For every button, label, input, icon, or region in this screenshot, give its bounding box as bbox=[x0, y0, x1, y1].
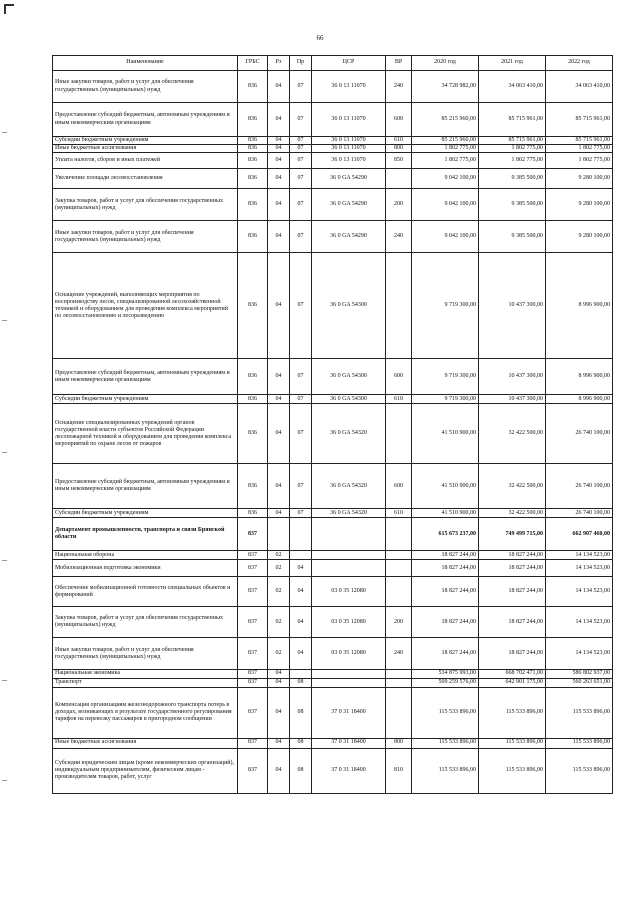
vr-cell bbox=[386, 560, 412, 577]
rz-cell: 04 bbox=[268, 153, 290, 169]
pr-cell: 07 bbox=[290, 221, 312, 253]
value-2020-cell: 41 510 900,00 bbox=[412, 464, 479, 509]
grbs-cell: 836 bbox=[238, 509, 268, 518]
value-2021-cell: 18 827 244,00 bbox=[479, 638, 546, 670]
name-cell: Департамент промышленности, транспорта и связи Брянской области bbox=[53, 518, 238, 551]
grbs-cell: 837 bbox=[238, 518, 268, 551]
value-2022-cell: 26 740 100,00 bbox=[546, 509, 613, 518]
grbs-cell: 836 bbox=[238, 145, 268, 153]
grbs-cell: 836 bbox=[238, 103, 268, 137]
table-body bbox=[53, 71, 613, 794]
rz-cell: 04 bbox=[268, 670, 290, 678]
grbs-cell: 837 bbox=[238, 577, 268, 607]
name-cell: Уплата налогов, сборов и иных платежей bbox=[53, 153, 238, 169]
table-row bbox=[53, 607, 613, 638]
rz-cell: 02 bbox=[268, 560, 290, 577]
csr-cell: 36 0 13 11070 bbox=[312, 137, 386, 145]
col-header-name: Наименование bbox=[53, 56, 238, 71]
value-2021-cell: 10 437 300,00 bbox=[479, 253, 546, 359]
vr-cell: 240 bbox=[386, 638, 412, 670]
grbs-cell: 837 bbox=[238, 678, 268, 687]
name-cell: Субсидии бюджетным учреждениям bbox=[53, 395, 238, 404]
table-row bbox=[53, 560, 613, 577]
value-2021-cell: 18 827 244,00 bbox=[479, 577, 546, 607]
table-row bbox=[53, 404, 613, 464]
table-row bbox=[53, 738, 613, 748]
vr-cell bbox=[386, 404, 412, 464]
grbs-cell: 836 bbox=[238, 464, 268, 509]
value-2022-cell: 1 802 775,00 bbox=[546, 153, 613, 169]
name-cell: Иные бюджетные ассигнования bbox=[53, 145, 238, 153]
value-2021-cell: 10 437 300,00 bbox=[479, 359, 546, 395]
col-header-vr: ВР bbox=[386, 56, 412, 71]
pr-cell: 07 bbox=[290, 169, 312, 189]
pr-cell: 07 bbox=[290, 153, 312, 169]
table-row bbox=[53, 577, 613, 607]
table-row bbox=[53, 359, 613, 395]
col-header-csr: ЦСР bbox=[312, 56, 386, 71]
table-row bbox=[53, 153, 613, 169]
col-header-grbs: ГРБС bbox=[238, 56, 268, 71]
table-row bbox=[53, 71, 613, 103]
value-2020-cell: 41 510 900,00 bbox=[412, 404, 479, 464]
vr-cell: 810 bbox=[386, 748, 412, 793]
csr-cell: 36 0 GA 54290 bbox=[312, 221, 386, 253]
value-2020-cell: 9 042 100,00 bbox=[412, 221, 479, 253]
value-2020-cell: 615 673 237,00 bbox=[412, 518, 479, 551]
value-2022-cell: 85 715 961,00 bbox=[546, 103, 613, 137]
value-2022-cell: 8 996 900,00 bbox=[546, 253, 613, 359]
name-cell: Предоставление субсидий бюджетным, автономным учреждениям и иным некоммерческим организациям bbox=[53, 359, 238, 395]
pr-cell: 04 bbox=[290, 577, 312, 607]
value-2021-cell: 34 063 410,00 bbox=[479, 71, 546, 103]
value-2021-cell: 32 422 500,00 bbox=[479, 509, 546, 518]
table-row bbox=[53, 103, 613, 137]
value-2021-cell: 115 533 896,00 bbox=[479, 738, 546, 748]
value-2020-cell: 9 042 100,00 bbox=[412, 189, 479, 221]
table-row bbox=[53, 551, 613, 560]
value-2022-cell: 560 263 651,00 bbox=[546, 678, 613, 687]
value-2022-cell: 14 134 523,00 bbox=[546, 607, 613, 638]
value-2022-cell: 115 533 896,00 bbox=[546, 748, 613, 793]
vr-cell bbox=[386, 169, 412, 189]
value-2021-cell: 18 827 244,00 bbox=[479, 551, 546, 560]
value-2020-cell: 34 728 982,00 bbox=[412, 71, 479, 103]
pr-cell: 07 bbox=[290, 145, 312, 153]
csr-cell: 36 0 GA 54320 bbox=[312, 404, 386, 464]
value-2022-cell: 14 134 523,00 bbox=[546, 551, 613, 560]
csr-cell: 37 0 31 18400 bbox=[312, 748, 386, 793]
grbs-cell: 837 bbox=[238, 551, 268, 560]
rz-cell: 04 bbox=[268, 71, 290, 103]
csr-cell: 36 0 GA 54290 bbox=[312, 189, 386, 221]
value-2021-cell: 18 827 244,00 bbox=[479, 607, 546, 638]
value-2020-cell: 85 215 960,00 bbox=[412, 103, 479, 137]
name-cell: Субсидии юридическим лицам (кроме некоммерческих организаций), индивидуальным предпринимателям, физическим лицам - производителям товаров, работ, услуг bbox=[53, 748, 238, 793]
table-row bbox=[53, 687, 613, 738]
pr-cell: 08 bbox=[290, 678, 312, 687]
name-cell: Обеспечение мобилизационной готовности специальных объектов и формирований bbox=[53, 577, 238, 607]
vr-cell bbox=[386, 687, 412, 738]
vr-cell: 800 bbox=[386, 738, 412, 748]
csr-cell: 36 0 GA 54300 bbox=[312, 359, 386, 395]
value-2022-cell: 85 715 961,00 bbox=[546, 137, 613, 145]
vr-cell: 600 bbox=[386, 103, 412, 137]
csr-cell: 36 0 GA 54300 bbox=[312, 253, 386, 359]
name-cell: Иные закупки товаров, работ и услуг для обеспечения государственных (муниципальных) нужд bbox=[53, 638, 238, 670]
value-2020-cell: 18 827 244,00 bbox=[412, 560, 479, 577]
grbs-cell: 836 bbox=[238, 395, 268, 404]
csr-cell: 36 0 GA 54320 bbox=[312, 464, 386, 509]
rz-cell bbox=[268, 518, 290, 551]
csr-cell bbox=[312, 518, 386, 551]
value-2022-cell: 9 280 100,00 bbox=[546, 221, 613, 253]
table-row bbox=[53, 221, 613, 253]
grbs-cell: 836 bbox=[238, 71, 268, 103]
value-2020-cell: 85 215 960,00 bbox=[412, 137, 479, 145]
rz-cell: 04 bbox=[268, 169, 290, 189]
rz-cell: 04 bbox=[268, 221, 290, 253]
value-2020-cell: 9 042 100,00 bbox=[412, 169, 479, 189]
csr-cell: 36 0 13 11070 bbox=[312, 145, 386, 153]
vr-cell bbox=[386, 551, 412, 560]
value-2021-cell: 749 499 715,00 bbox=[479, 518, 546, 551]
value-2022-cell: 26 740 100,00 bbox=[546, 404, 613, 464]
value-2021-cell: 85 715 961,00 bbox=[479, 103, 546, 137]
vr-cell: 850 bbox=[386, 153, 412, 169]
value-2020-cell: 1 802 775,00 bbox=[412, 153, 479, 169]
rz-cell: 04 bbox=[268, 253, 290, 359]
rz-cell: 02 bbox=[268, 638, 290, 670]
vr-cell: 600 bbox=[386, 359, 412, 395]
rz-cell: 04 bbox=[268, 687, 290, 738]
rz-cell: 02 bbox=[268, 551, 290, 560]
margin-marks bbox=[0, 0, 10, 905]
vr-cell: 610 bbox=[386, 509, 412, 518]
value-2020-cell: 41 510 900,00 bbox=[412, 509, 479, 518]
name-cell: Компенсация организациям железнодорожного транспорта потерь в доходах, возникающих в результате государственного регулирования тарифов на перевозку пассажиров в пригородном сообщении bbox=[53, 687, 238, 738]
csr-cell: 03 0 35 12080 bbox=[312, 607, 386, 638]
value-2020-cell: 115 533 896,00 bbox=[412, 687, 479, 738]
grbs-cell: 836 bbox=[238, 153, 268, 169]
name-cell: Закупка товаров, работ и услуг для обеспечения государственных (муниципальных) нужд bbox=[53, 189, 238, 221]
table-row bbox=[53, 137, 613, 145]
rz-cell: 04 bbox=[268, 145, 290, 153]
vr-cell: 200 bbox=[386, 607, 412, 638]
grbs-cell: 836 bbox=[238, 189, 268, 221]
name-cell: Национальная оборона bbox=[53, 551, 238, 560]
pr-cell bbox=[290, 518, 312, 551]
vr-cell: 800 bbox=[386, 145, 412, 153]
table-row bbox=[53, 169, 613, 189]
value-2021-cell: 668 702 471,00 bbox=[479, 670, 546, 678]
csr-cell: 36 0 13 11070 bbox=[312, 71, 386, 103]
rz-cell: 04 bbox=[268, 359, 290, 395]
table-row bbox=[53, 518, 613, 551]
csr-cell bbox=[312, 678, 386, 687]
table-row bbox=[53, 509, 613, 518]
value-2021-cell: 85 715 961,00 bbox=[479, 137, 546, 145]
csr-cell: 37 0 31 18400 bbox=[312, 687, 386, 738]
value-2021-cell: 642 901 175,00 bbox=[479, 678, 546, 687]
value-2020-cell: 115 533 896,00 bbox=[412, 738, 479, 748]
grbs-cell: 837 bbox=[238, 638, 268, 670]
pr-cell: 07 bbox=[290, 464, 312, 509]
value-2022-cell: 26 740 100,00 bbox=[546, 464, 613, 509]
name-cell: Иные закупки товаров, работ и услуг для обеспечения государственных (муниципальных) нужд bbox=[53, 71, 238, 103]
csr-cell: 37 0 31 18400 bbox=[312, 738, 386, 748]
value-2022-cell: 14 134 523,00 bbox=[546, 577, 613, 607]
grbs-cell: 837 bbox=[238, 560, 268, 577]
pr-cell: 07 bbox=[290, 103, 312, 137]
value-2020-cell: 9 719 300,00 bbox=[412, 395, 479, 404]
value-2021-cell: 9 385 500,00 bbox=[479, 189, 546, 221]
vr-cell bbox=[386, 518, 412, 551]
pr-cell: 08 bbox=[290, 687, 312, 738]
rz-cell: 04 bbox=[268, 678, 290, 687]
csr-cell: 36 0 GA 54290 bbox=[312, 169, 386, 189]
value-2022-cell: 1 802 775,00 bbox=[546, 145, 613, 153]
rz-cell: 04 bbox=[268, 509, 290, 518]
csr-cell: 03 0 35 12080 bbox=[312, 638, 386, 670]
value-2021-cell: 115 533 896,00 bbox=[479, 748, 546, 793]
value-2022-cell: 9 280 100,00 bbox=[546, 189, 613, 221]
value-2022-cell: 586 802 937,00 bbox=[546, 670, 613, 678]
value-2020-cell: 1 802 775,00 bbox=[412, 145, 479, 153]
name-cell: Мобилизационная подготовка экономики bbox=[53, 560, 238, 577]
pr-cell: 07 bbox=[290, 253, 312, 359]
pr-cell: 04 bbox=[290, 607, 312, 638]
grbs-cell: 837 bbox=[238, 748, 268, 793]
name-cell: Иные закупки товаров, работ и услуг для обеспечения государственных (муниципальных) нужд bbox=[53, 221, 238, 253]
rz-cell: 04 bbox=[268, 738, 290, 748]
grbs-cell: 837 bbox=[238, 738, 268, 748]
pr-cell: 07 bbox=[290, 404, 312, 464]
name-cell: Субсидии бюджетным учреждениям bbox=[53, 509, 238, 518]
csr-cell: 36 0 13 11070 bbox=[312, 153, 386, 169]
pr-cell: 07 bbox=[290, 189, 312, 221]
value-2022-cell: 662 907 460,00 bbox=[546, 518, 613, 551]
vr-cell bbox=[386, 678, 412, 687]
vr-cell: 610 bbox=[386, 395, 412, 404]
value-2021-cell: 1 802 775,00 bbox=[479, 145, 546, 153]
rz-cell: 02 bbox=[268, 607, 290, 638]
value-2020-cell: 18 827 244,00 bbox=[412, 551, 479, 560]
csr-cell: 36 0 GA 54320 bbox=[312, 509, 386, 518]
value-2021-cell: 32 422 500,00 bbox=[479, 404, 546, 464]
col-header-pr: Пр bbox=[290, 56, 312, 71]
grbs-cell: 837 bbox=[238, 687, 268, 738]
pr-cell: 04 bbox=[290, 560, 312, 577]
name-cell: Закупка товаров, работ и услуг для обеспечения государственных (муниципальных) нужд bbox=[53, 607, 238, 638]
name-cell: Транспорт bbox=[53, 678, 238, 687]
vr-cell: 600 bbox=[386, 464, 412, 509]
pr-cell: 07 bbox=[290, 395, 312, 404]
csr-cell: 36 0 13 11070 bbox=[312, 103, 386, 137]
table-row bbox=[53, 678, 613, 687]
vr-cell: 240 bbox=[386, 71, 412, 103]
grbs-cell: 836 bbox=[238, 404, 268, 464]
csr-cell bbox=[312, 551, 386, 560]
vr-cell bbox=[386, 577, 412, 607]
value-2021-cell: 32 422 500,00 bbox=[479, 464, 546, 509]
value-2022-cell: 14 134 523,00 bbox=[546, 560, 613, 577]
rz-cell: 04 bbox=[268, 404, 290, 464]
grbs-cell: 836 bbox=[238, 169, 268, 189]
vr-cell: 200 bbox=[386, 189, 412, 221]
pr-cell: 04 bbox=[290, 638, 312, 670]
name-cell: Оснащение учреждений, выполняющих мероприятия по воспроизводству лесов, специализированной лесохозяйственной техникой и оборудованием для проведения комплекса мероприятий по лесовосстановлению и лесоразведению bbox=[53, 253, 238, 359]
vr-cell: 610 bbox=[386, 137, 412, 145]
value-2022-cell: 9 280 100,00 bbox=[546, 169, 613, 189]
value-2020-cell: 534 875 993,00 bbox=[412, 670, 479, 678]
value-2022-cell: 8 996 900,00 bbox=[546, 395, 613, 404]
grbs-cell: 836 bbox=[238, 253, 268, 359]
value-2021-cell: 9 385 500,00 bbox=[479, 221, 546, 253]
page-number: 66 bbox=[316, 34, 324, 42]
value-2020-cell: 115 533 896,00 bbox=[412, 748, 479, 793]
value-2020-cell: 18 827 244,00 bbox=[412, 638, 479, 670]
pr-cell bbox=[290, 670, 312, 678]
rz-cell: 04 bbox=[268, 137, 290, 145]
value-2021-cell: 18 827 244,00 bbox=[479, 560, 546, 577]
grbs-cell: 837 bbox=[238, 607, 268, 638]
rz-cell: 04 bbox=[268, 395, 290, 404]
csr-cell bbox=[312, 560, 386, 577]
col-header-rz: Рз bbox=[268, 56, 290, 71]
grbs-cell: 836 bbox=[238, 221, 268, 253]
value-2021-cell: 115 533 896,00 bbox=[479, 687, 546, 738]
name-cell: Иные бюджетные ассигнования bbox=[53, 738, 238, 748]
table-row bbox=[53, 748, 613, 793]
value-2022-cell: 14 134 523,00 bbox=[546, 638, 613, 670]
table-row bbox=[53, 189, 613, 221]
name-cell: Предоставление субсидий бюджетным, автономным учреждениям и иным некоммерческим организациям bbox=[53, 103, 238, 137]
value-2020-cell: 509 259 576,00 bbox=[412, 678, 479, 687]
table-row bbox=[53, 638, 613, 670]
table-row bbox=[53, 253, 613, 359]
name-cell: Оснащение специализированных учреждений органов государственной власти субъектов Российской Федерации лесопожарной техникой и оборудованием для проведения комплекса мероприятий по охране лесов от пожаров bbox=[53, 404, 238, 464]
grbs-cell: 837 bbox=[238, 670, 268, 678]
name-cell: Национальная экономика bbox=[53, 670, 238, 678]
pr-cell: 08 bbox=[290, 748, 312, 793]
value-2022-cell: 115 533 896,00 bbox=[546, 738, 613, 748]
col-header-2020: 2020 год bbox=[412, 56, 479, 71]
vr-cell: 240 bbox=[386, 221, 412, 253]
value-2020-cell: 9 719 300,00 bbox=[412, 253, 479, 359]
value-2022-cell: 8 996 900,00 bbox=[546, 359, 613, 395]
table-row bbox=[53, 670, 613, 678]
rz-cell: 04 bbox=[268, 103, 290, 137]
value-2021-cell: 10 437 300,00 bbox=[479, 395, 546, 404]
value-2020-cell: 18 827 244,00 bbox=[412, 577, 479, 607]
pr-cell: 07 bbox=[290, 71, 312, 103]
rz-cell: 04 bbox=[268, 189, 290, 221]
value-2021-cell: 9 385 500,00 bbox=[479, 169, 546, 189]
value-2020-cell: 9 719 300,00 bbox=[412, 359, 479, 395]
table-row bbox=[53, 145, 613, 153]
pr-cell: 07 bbox=[290, 509, 312, 518]
value-2021-cell: 1 802 775,00 bbox=[479, 153, 546, 169]
grbs-cell: 836 bbox=[238, 137, 268, 145]
name-cell: Увеличение площади лесовосстановления bbox=[53, 169, 238, 189]
grbs-cell: 836 bbox=[238, 359, 268, 395]
pr-cell: 07 bbox=[290, 137, 312, 145]
vr-cell bbox=[386, 670, 412, 678]
name-cell: Субсидии бюджетным учреждениям bbox=[53, 137, 238, 145]
table-row bbox=[53, 395, 613, 404]
budget-table bbox=[52, 55, 613, 794]
pr-cell bbox=[290, 551, 312, 560]
rz-cell: 04 bbox=[268, 748, 290, 793]
pr-cell: 07 bbox=[290, 359, 312, 395]
value-2022-cell: 34 063 410,00 bbox=[546, 71, 613, 103]
col-header-2021: 2021 год bbox=[479, 56, 546, 71]
value-2020-cell: 18 827 244,00 bbox=[412, 607, 479, 638]
name-cell: Предоставление субсидий бюджетным, автономным учреждениям и иным некоммерческим организациям bbox=[53, 464, 238, 509]
table-row bbox=[53, 464, 613, 509]
vr-cell bbox=[386, 253, 412, 359]
header-row bbox=[53, 56, 613, 71]
pr-cell: 08 bbox=[290, 738, 312, 748]
rz-cell: 02 bbox=[268, 577, 290, 607]
col-header-2022: 2022 год bbox=[546, 56, 613, 71]
rz-cell: 04 bbox=[268, 464, 290, 509]
value-2022-cell: 115 533 896,00 bbox=[546, 687, 613, 738]
csr-cell: 03 0 35 12080 bbox=[312, 577, 386, 607]
csr-cell: 36 0 GA 54300 bbox=[312, 395, 386, 404]
csr-cell bbox=[312, 670, 386, 678]
